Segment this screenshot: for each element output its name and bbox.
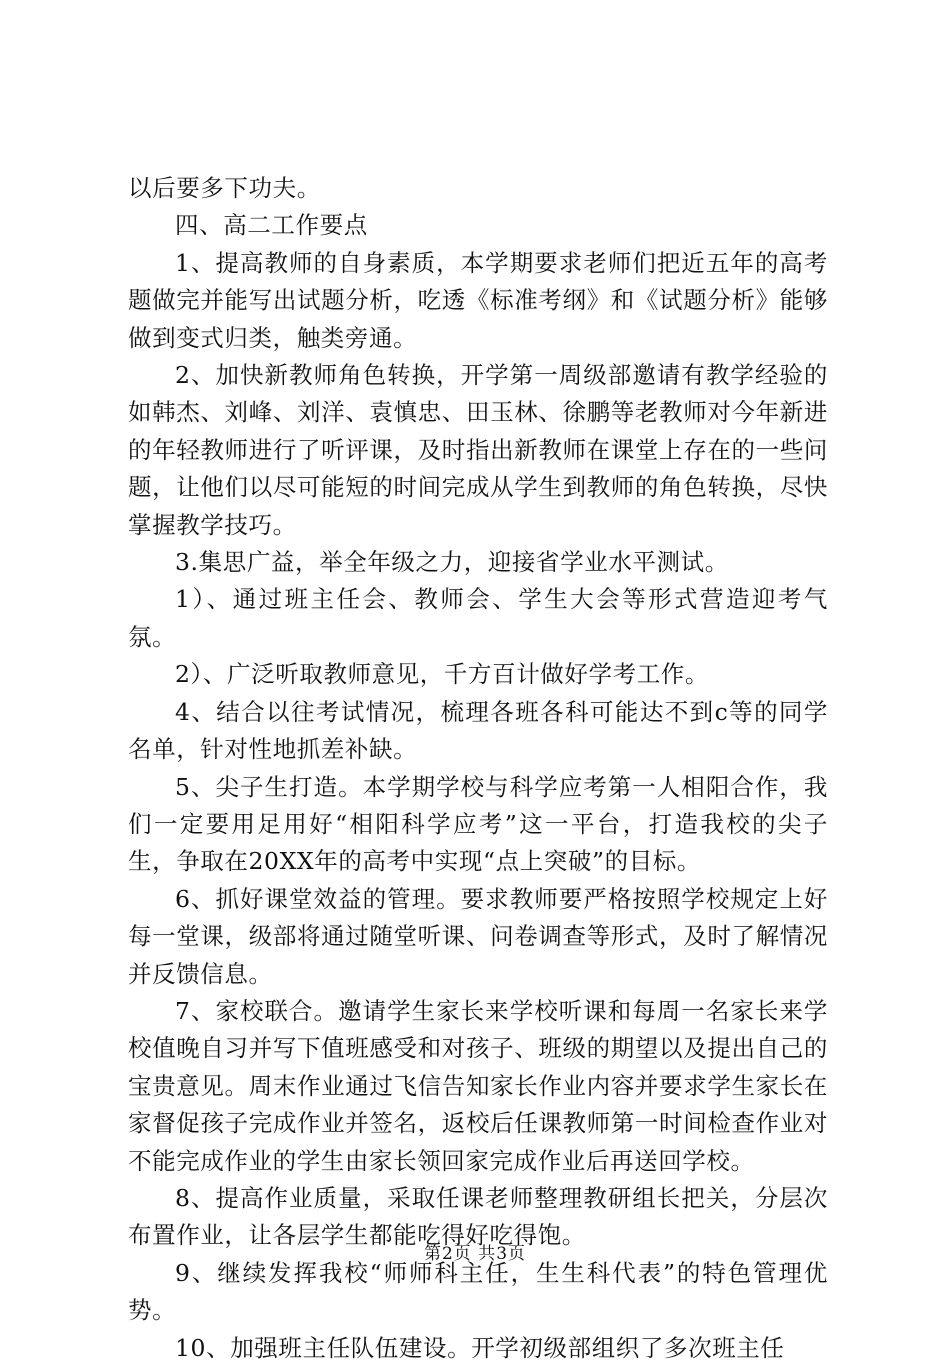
paragraph-item-7: 7、家校联合。邀请学生家长来学校听课和每周一名家长来学校值晚自习并写下值班感受和对孩子、班级的期望以及提出自己的宝贵意见。周末作业通过飞信告知家长作业内容并要求学生家长在家督促孩子完成作业并签名，返校后任课教师第一时间检查作业对不能完成作业的学生由家长领回家完成作业后再送回学校。	[128, 996, 828, 1175]
paragraph-item-8: 8、提高作业质量，采取任课老师整理教研组长把关，分层次布置作业，让各层学生都能吃得好吃得饱。	[128, 1183, 828, 1250]
paragraph-item-5: 5、尖子生打造。本学期学校与科学应考第一人相阳合作，我们一定要用足用好“相阳科学应考”这一平台，打造我校的尖子生，争取在20XX年的高考中实现“点上突破”的目标。	[128, 772, 828, 876]
page-number-footer: 第2页 共3页	[423, 1244, 527, 1264]
section-heading: 四、高二工作要点	[175, 211, 368, 240]
paragraph-item-3-sub-1: 1）、通过班主任会、教师会、学生大会等形式营造迎考气氛。	[128, 585, 828, 651]
document-body	[128, 170, 828, 1367]
paragraph-item-1: 1、提高教师的自身素质，本学期要求老师们把近五年的高考题做完并能写出试题分析，吃透《标准考纲》和《试题分析》能够做到变式归类，触类旁通。	[128, 248, 828, 352]
paragraph-item-2: 2、加快新教师角色转换，开学第一周级部邀请有教学经验的如韩杰、刘峰、刘洋、袁慎忠、田玉林、徐鹏等老教师对今年新进的年轻教师进行了听评课，及时指出新教师在课堂上存在的一些问题，让他们以尽可能短的时间完成从学生到教师的角色转换，尽快掌握教学技巧。	[128, 361, 828, 539]
paragraph-item-3: 3.集思广益，举全年级之力，迎接省学业水平测试。	[175, 548, 729, 577]
paragraph-item-3-sub-2: 2）、广泛听取教师意见，千方百计做好学考工作。	[175, 660, 710, 689]
paragraph-item-9: 9、继续发挥我校“师师科主任，生生科代表”的特色管理优势。	[128, 1258, 828, 1325]
paragraph-item-10: 10、加强班主任队伍建设。开学初级部组织了多次班主任	[175, 1333, 785, 1362]
paragraph-item-4: 4、结合以往考试情况，梳理各班各科可能达不到c等的同学名单，针对性地抓差补缺。	[128, 697, 828, 764]
paragraph-item-6: 6、抓好课堂效益的管理。要求教师要严格按照学校规定上好每一堂课，级部将通过随堂听课、问卷调查等形式，及时了解情况并反馈信息。	[128, 884, 828, 988]
paragraph-continuation: 以后要多下功夫。	[128, 174, 321, 202]
